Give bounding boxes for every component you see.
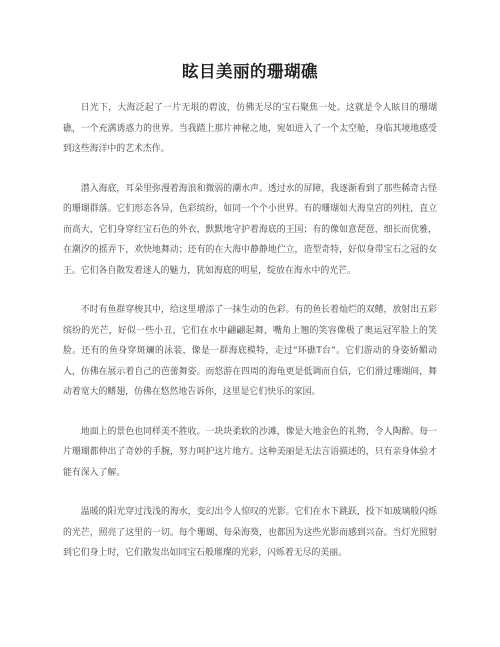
document-title: 眩目美丽的珊瑚礁	[182, 62, 318, 81]
document-body	[63, 98, 437, 583]
paragraph-3: 不时有鱼群穿梭其中，给这里增添了一抹生动的色彩。有的鱼长着灿烂的双鳍，放射出五彩缤纷的光芒，好似一些小丑，它们在水中翩翩起舞，嘴角上翘的笑容像极了奥运冠军脸上的笑脸。还有的鱼身穿斑斓的泳装，像是一群海底模特，走过“环礁T台”。它们游动的身姿娇媚动人，仿佛在展示着自己的芭蕾舞姿。而悠游在四周的海龟更是低调而自信，它们滑过珊瑚间，舞动着宽大的鳍翅，仿佛在悠然地告诉你，这里是它们快乐的家园。	[63, 305, 437, 397]
paragraph-2: 潜入海底，耳朵里弥漫着海浪和微弱的潮水声。透过水的屏障，我逐渐看到了那些稀奇古怪的珊瑚群落。它们形态各异，色彩缤纷，如同一个个小世界。有的珊瑚如大海皇宫的列柱，直立而高大，它们身穿红宝石色的外衣，默默地守护着海底的王国；有的像如意琵琶，细长而优雅，在潮汐的摇弄下，欢快地舞动；还有的在大海中静静地伫立，造型奇特，好似身带宝石之冠的女王。它们各自散发着迷人的魅力，犹如海底的明星，绽放在海水中的光芒。	[63, 183, 437, 276]
paragraph-5: 温暖的阳光穿过浅浅的海水，变幻出令人惊叹的光影。它们在水下跳跃，投下如玻璃般闪烁的光芒，照亮了这里的一切。每个珊瑚、每朵海葵，也都因为这些光影而感到兴奋。当灯光照射到它们身上时，它们散发出如同宝石般璀璨的光彩，闪烁着无尽的美丽。	[63, 507, 437, 558]
paragraph-1: 日光下，大海泛起了一片无垠的碧波，仿佛无尽的宝石聚焦一处。这就是令人眩目的珊瑚礁，一个充满诱惑力的世界。当我踏上那片神秘之地，宛如进入了一个太空舱，身临其境地感受到这些海洋中的艺术杰作。	[63, 103, 437, 154]
paragraph-4: 地面上的景色也同样美不胜收。一块块柔软的沙滩，像是大地金色的礼物，令人陶醉。每一片珊瑚都伸出了奇妙的手腕，努力呵护这片地方。这种美丽是无法言语描述的，只有亲身体验才能有深入了解。	[63, 426, 437, 478]
